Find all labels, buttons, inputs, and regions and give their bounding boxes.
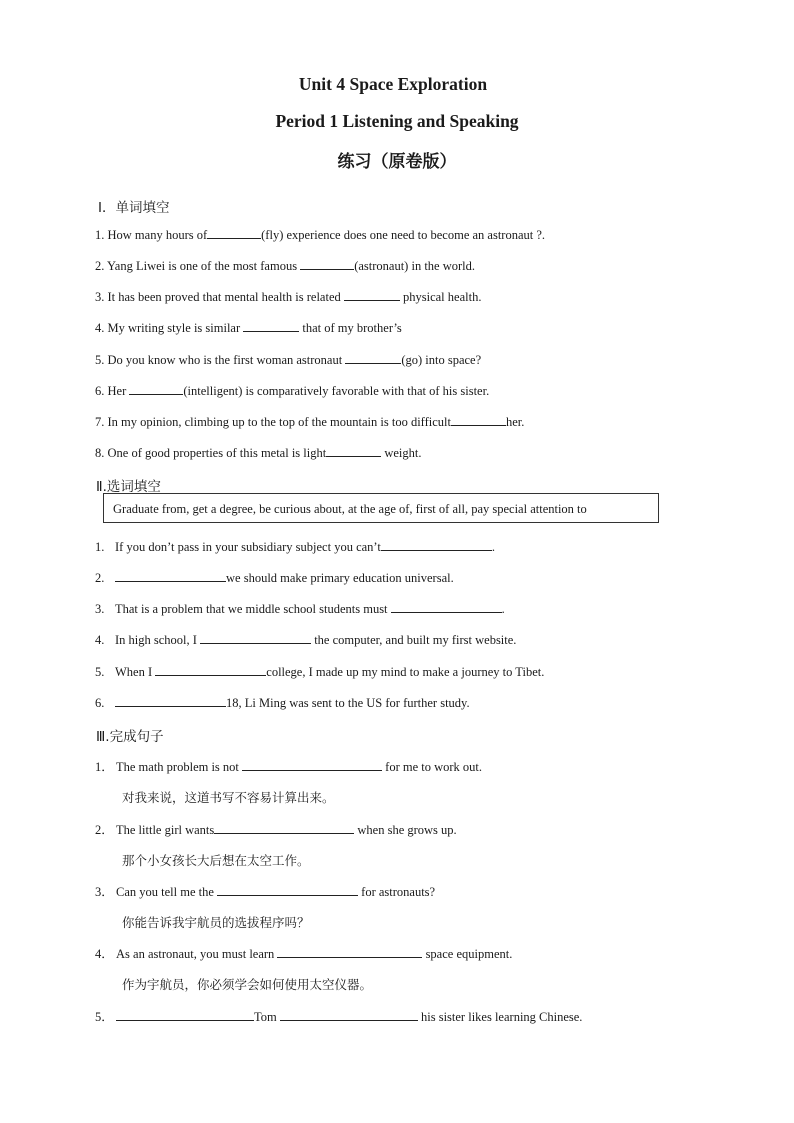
s2-item-2-text-b: we should make primary education universal. <box>226 571 454 585</box>
s2-item-6-blank[interactable] <box>115 695 226 707</box>
s2-item-4-blank[interactable] <box>200 632 311 644</box>
s2-item-4-text-a: In high school, I <box>115 633 201 647</box>
period-title: Period 1 Listening and Speaking <box>275 111 519 131</box>
s1-item-3-blank[interactable] <box>344 289 400 301</box>
unit-title: Unit 4 Space Exploration <box>298 74 488 94</box>
s1-item-5-text-a: 5. Do you know who is the first woman astronaut <box>95 353 346 367</box>
s2-item-3-number: 3. <box>95 602 105 616</box>
section-3-heading: Ⅲ.完成句子 <box>96 729 164 745</box>
s1-item-1 <box>95 227 545 243</box>
s2-item-5 <box>95 664 544 680</box>
s3-item-4-blank[interactable] <box>277 946 422 958</box>
s1-item-3-text-a: 3. It has been proved that mental health is related <box>95 290 344 304</box>
s3-item-4-text-b: space equipment. <box>422 947 513 961</box>
s3-item-1 <box>95 757 482 775</box>
s1-item-3 <box>95 289 481 305</box>
word-bank-text: Graduate from, get a degree, be curious about, at the age of, first of all, pay special attention to <box>113 502 587 516</box>
s3-item-2-text-b: when she grows up. <box>354 823 457 837</box>
s2-item-4 <box>95 632 516 648</box>
s1-item-5-blank[interactable] <box>345 352 401 364</box>
s3-item-5 <box>95 1007 582 1025</box>
section-1-heading: Ⅰ．单词填空 <box>98 200 170 216</box>
s1-item-1-text-a: 1. How many hours of <box>95 228 208 242</box>
s2-item-1-text-b: . <box>491 540 495 554</box>
s1-item-7-blank[interactable] <box>451 414 506 426</box>
s3-item-4 <box>95 944 512 962</box>
s1-item-8 <box>95 445 422 461</box>
s1-item-7 <box>95 414 524 430</box>
s3-item-5-number: 5． <box>95 1010 114 1024</box>
s3-item-1-blank[interactable] <box>242 759 382 771</box>
s2-item-6-text-b: 18, Li Ming was sent to the US for further study. <box>226 696 470 710</box>
word-bank-box <box>103 493 659 523</box>
s3-item-2-text-a: The little girl wants <box>116 823 215 837</box>
s3-item-4-text-a: As an astronaut, you must learn <box>116 947 278 961</box>
s3-item-4-chinese: 作为宇航员，你必须学会如何使用太空仪器。 <box>122 977 373 992</box>
s1-item-8-blank[interactable] <box>326 445 381 457</box>
s1-item-1-text-b: (fly) experience does one need to become an astronaut ?. <box>261 228 546 242</box>
s1-item-7-text-b: her. <box>506 415 525 429</box>
s1-item-5-text-b: (go) into space? <box>401 353 482 367</box>
s3-item-5-blank-1[interactable] <box>116 1009 254 1021</box>
s1-item-8-text-b: weight. <box>381 446 422 460</box>
s1-item-2-text-b: (astronaut) in the world. <box>354 259 476 273</box>
s1-item-6-text-a: 6. Her <box>95 384 130 398</box>
s2-item-2-blank[interactable] <box>115 570 226 582</box>
s3-item-3-text-b: for astronauts? <box>358 885 436 899</box>
s1-item-8-text-a: 8. One of good properties of this metal is light <box>95 446 327 460</box>
s2-item-3-text-a: That is a problem that we middle school students must <box>115 602 391 616</box>
s2-item-1-blank[interactable] <box>381 539 492 551</box>
s2-item-4-text-b: the computer, and built my first website. <box>311 633 517 647</box>
s2-item-3-text-b: . <box>501 602 505 616</box>
s3-item-5-text-c: his sister likes learning Chinese. <box>417 1010 583 1024</box>
s1-item-4 <box>95 320 402 336</box>
s2-item-5-text-b: college, I made up my mind to make a journey to Tibet. <box>266 665 545 679</box>
s1-item-2-text-a: 2. Yang Liwei is one of the most famous <box>95 259 301 273</box>
s1-item-2-blank[interactable] <box>300 258 354 270</box>
s2-item-2-number: 2. <box>95 571 105 585</box>
s3-item-1-text-a: The math problem is not <box>116 760 243 774</box>
s1-item-1-blank[interactable] <box>207 227 261 239</box>
s3-item-3 <box>95 882 435 900</box>
s2-item-5-number: 5. <box>95 665 105 679</box>
s3-item-2-number: 2． <box>95 823 114 837</box>
s1-item-6-blank[interactable] <box>129 383 183 395</box>
s3-item-3-number: 3． <box>95 885 114 899</box>
section-2-heading: Ⅱ.选词填空 <box>96 479 161 495</box>
s2-item-1-number: 1. <box>95 540 105 554</box>
s3-item-1-number: 1． <box>95 760 114 774</box>
s3-item-5-text-b: Tom <box>254 1010 280 1024</box>
s3-item-2 <box>95 820 457 838</box>
s2-item-1-text-a: If you don’t pass in your subsidiary subject you can’t <box>115 540 381 554</box>
s2-item-6 <box>95 695 470 711</box>
s2-item-3 <box>95 601 505 617</box>
s2-item-5-blank[interactable] <box>155 664 266 676</box>
s2-item-5-text-a: When I <box>115 665 156 679</box>
s1-item-4-text-b: that of my brother’s <box>299 321 402 335</box>
s1-item-5 <box>95 352 481 368</box>
s3-item-2-blank[interactable] <box>214 822 354 834</box>
s3-item-4-number: 4． <box>95 947 114 961</box>
s1-item-6 <box>95 383 489 399</box>
s1-item-6-text-b: (intelligent) is comparatively favorable with that of his sister. <box>183 384 490 398</box>
s1-item-3-text-b: physical health. <box>399 290 482 304</box>
s2-item-3-blank[interactable] <box>391 601 502 613</box>
s3-item-3-text-a: Can you tell me the <box>116 885 218 899</box>
s2-item-6-number: 6. <box>95 696 105 710</box>
subtitle: 练习（原卷版） <box>337 152 457 172</box>
s1-item-7-text-a: 7. In my opinion, climbing up to the top of the mountain is too difficult <box>95 415 451 429</box>
s3-item-3-chinese: 你能告诉我宇航员的选拔程序吗？ <box>122 915 310 930</box>
s3-item-2-chinese: 那个小女孩长大后想在太空工作。 <box>122 853 310 868</box>
s2-item-1 <box>95 539 495 555</box>
s2-item-2 <box>95 570 454 586</box>
s1-item-2 <box>95 258 475 274</box>
s1-item-4-text-a: 4. My writing style is similar <box>95 321 244 335</box>
s3-item-1-chinese: 对我来说，这道书写不容易计算出来。 <box>122 790 335 805</box>
s3-item-3-blank[interactable] <box>217 884 358 896</box>
s1-item-4-blank[interactable] <box>243 320 299 332</box>
s3-item-5-blank-2[interactable] <box>280 1009 418 1021</box>
s2-item-4-number: 4. <box>95 633 105 647</box>
s3-item-1-text-b: for me to work out. <box>382 760 483 774</box>
